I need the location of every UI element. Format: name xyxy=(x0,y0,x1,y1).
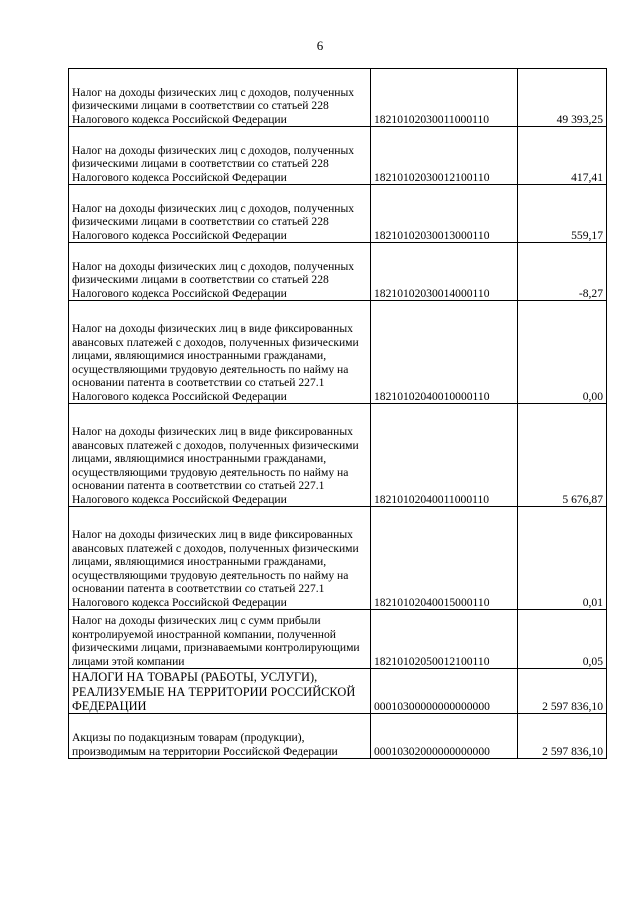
row-name: Налог на доходы физических лиц с доходов, полученных физическими лицами в соответствии со статьей 228 Налогового кодекса Российской Федерации xyxy=(69,69,371,127)
row-code: 18210102050012100110 xyxy=(371,610,518,669)
row-amount: 5 676,87 xyxy=(518,404,607,507)
row-amount: 0,00 xyxy=(518,301,607,404)
row-name: Налог на доходы физических лиц с доходов, полученных физическими лицами в соответствии со статьей 228 Налогового кодекса Российской Федерации xyxy=(69,185,371,243)
row-amount: 2 597 836,10 xyxy=(518,669,607,714)
row-name: Налог на доходы физических лиц с сумм прибыли контролируемой иностранной компании, полученной физическими лицами, признаваемыми контролирующими лицами этой компании xyxy=(69,610,371,669)
row-code: 18210102040011000110 xyxy=(371,404,518,507)
row-amount: 0,01 xyxy=(518,507,607,610)
row-amount: 0,05 xyxy=(518,610,607,669)
row-amount: -8,27 xyxy=(518,243,607,301)
page-number: 6 xyxy=(316,38,324,53)
row-name: НАЛОГИ НА ТОВАРЫ (РАБОТЫ, УСЛУГИ), РЕАЛИЗУЕМЫЕ НА ТЕРРИТОРИИ РОССИЙСКОЙ ФЕДЕРАЦИИ xyxy=(69,669,371,714)
table-row xyxy=(69,243,607,301)
row-name: Налог на доходы физических лиц в виде фиксированных авансовых платежей с доходов, полученных физическими лицами, являющимися иностранными гражданами, осуществляющими трудовую деятельность по найму на основании патента в соответствии со статьей 227.1 Налогового кодекса Российской Федерации xyxy=(69,301,371,404)
table-row xyxy=(69,301,607,404)
table-row xyxy=(69,127,607,185)
revenue-table xyxy=(68,68,607,759)
row-name: Налог на доходы физических лиц с доходов, полученных физическими лицами в соответствии со статьей 228 Налогового кодекса Российской Федерации xyxy=(69,127,371,185)
table-row xyxy=(69,507,607,610)
row-code: 18210102030014000110 xyxy=(371,243,518,301)
row-amount: 49 393,25 xyxy=(518,69,607,127)
row-name: Налог на доходы физических лиц в виде фиксированных авансовых платежей с доходов, полученных физическими лицами, являющимися иностранными гражданами, осуществляющими трудовую деятельность по найму на основании патента в соответствии со статьей 227.1 Налогового кодекса Российской Федерации xyxy=(69,404,371,507)
row-amount: 2 597 836,10 xyxy=(518,714,607,759)
row-code: 18210102040010000110 xyxy=(371,301,518,404)
table-row xyxy=(69,714,607,759)
row-code: 00010302000000000000 xyxy=(371,714,518,759)
table-row xyxy=(69,669,607,714)
row-name: Налог на доходы физических лиц в виде фиксированных авансовых платежей с доходов, полученных физическими лицами, являющимися иностранными гражданами, осуществляющими трудовую деятельность по найму на основании патента в соответствии со статьей 227.1 Налогового кодекса Российской Федерации xyxy=(69,507,371,610)
table-row xyxy=(69,404,607,507)
row-code: 18210102030012100110 xyxy=(371,127,518,185)
row-code: 18210102030011000110 xyxy=(371,69,518,127)
row-name: Налог на доходы физических лиц с доходов, полученных физическими лицами в соответствии со статьей 228 Налогового кодекса Российской Федерации xyxy=(69,243,371,301)
table-row xyxy=(69,185,607,243)
row-name: Акцизы по подакцизным товарам (продукции), производимым на территории Российской Федерации xyxy=(69,714,371,759)
table-row xyxy=(69,69,607,127)
row-code: 00010300000000000000 xyxy=(371,669,518,714)
table-row xyxy=(69,610,607,669)
row-code: 18210102040015000110 xyxy=(371,507,518,610)
row-amount: 417,41 xyxy=(518,127,607,185)
row-code: 18210102030013000110 xyxy=(371,185,518,243)
row-amount: 559,17 xyxy=(518,185,607,243)
